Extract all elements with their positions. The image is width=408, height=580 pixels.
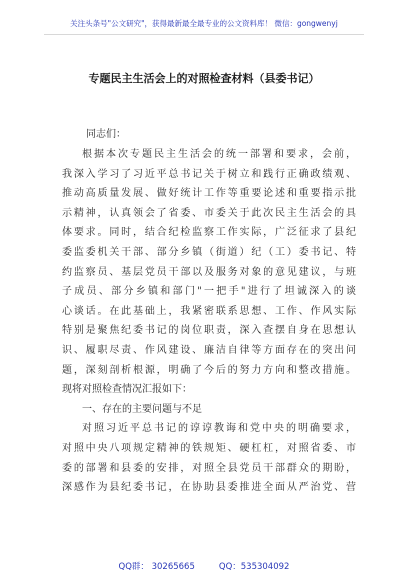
- paragraph-line: 对照中央八项规定精神的铁规矩、硬杠杠，对照省委、市: [62, 442, 356, 454]
- paragraph-line: 特别是聚焦纪委书记的岗位职责，深入查摆自身在思想认: [62, 325, 356, 337]
- paragraph-line: 子成员、部分乡镇和部门"一把手"进行了坦诚深入的谈: [62, 286, 356, 298]
- footer-contact: [0, 560, 408, 572]
- paragraph-line: 现将对照检查情况汇报如下：: [62, 384, 192, 396]
- section-heading: 一、存在的主要问题与不足: [82, 403, 202, 415]
- document-title: 专题民主生活会上的对照检查材料（县委书记）: [88, 72, 320, 85]
- paragraph-line: 根据本次专题民主生活会的统一部署和要求，会前，: [82, 149, 356, 160]
- paragraph-line: 心谈话。在此基础上，我紧密联系思想、工作、作风实际: [62, 305, 356, 317]
- qq-group: QQ群： 30265665: [118, 562, 195, 572]
- paragraph-line: 深感作为县纪委书记，在协助县委推进全面从严治党、营: [62, 482, 356, 494]
- paragraph-line: 对照习近平总书记的谆谆教诲和党中央的明确要求，: [82, 423, 356, 435]
- paragraph-line: 体要求。同时，结合纪检监察工作实际，广泛征求了县纪: [62, 227, 356, 239]
- paragraph-line: 我深入学习了习近平总书记关于树立和践行正确政绩观、: [62, 168, 356, 180]
- header-note: 关注头条号"公文研究"，获得最新最全最专业的公文资料库！ 微信：gongwenyj: [70, 19, 338, 28]
- paragraph-line: 委监委机关干部、部分乡镇（街道）纪（工）委书记、特: [62, 246, 356, 258]
- paragraph-line: 委的部署和县委的安排，对照全县党员干部群众的期盼，: [62, 462, 356, 474]
- paragraph-line: 题，深刻剖析根源，明确了今后的努力方向和整改措施。: [62, 364, 356, 376]
- paragraph-line: 约监察员、基层党员干部以及服务对象的意见建议，与班: [62, 266, 356, 278]
- greeting: 同志们：: [86, 129, 126, 140]
- header-divider: [44, 34, 364, 35]
- qq-number: QQ：535304092: [218, 562, 290, 572]
- paragraph-line: 识、履职尽责、作风建设、廉洁自律等方面存在的突出问: [62, 344, 356, 356]
- paragraph-line: 示精神，认真领会了省委、市委关于此次民主生活会的具: [62, 207, 356, 219]
- paragraph-line: 推动高质量发展、做好统计工作等重要论述和重要指示批: [62, 188, 356, 200]
- body-text: [62, 145, 356, 498]
